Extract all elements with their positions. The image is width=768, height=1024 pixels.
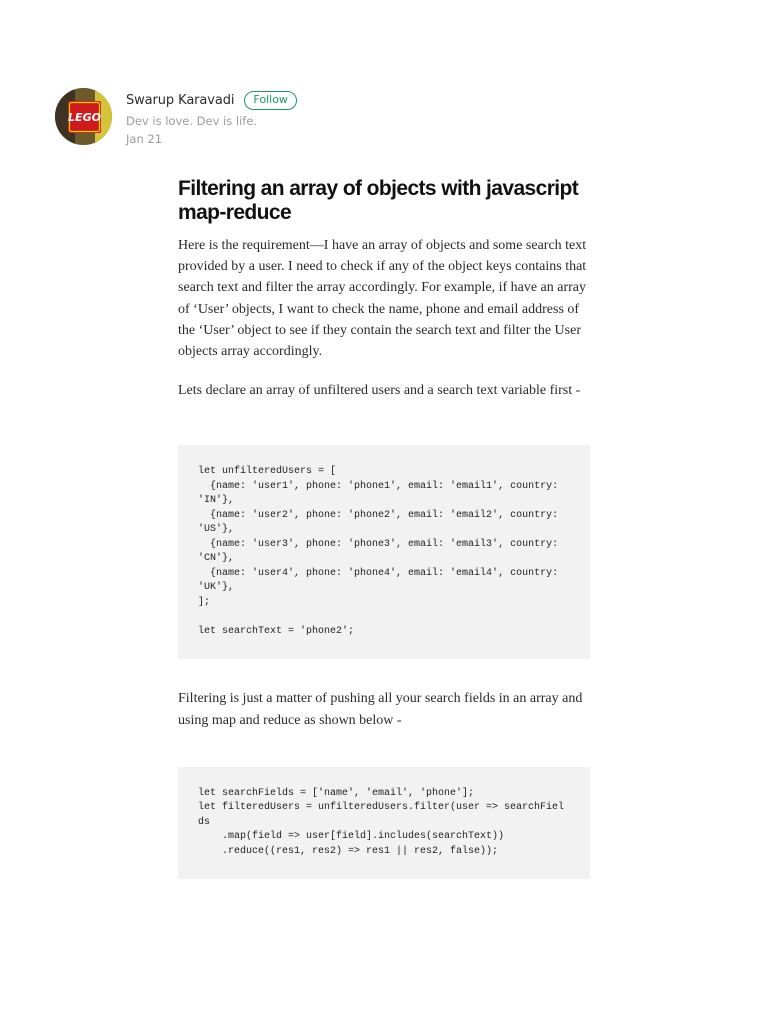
lego-logo-avatar-icon [55, 88, 112, 145]
paragraph-requirement: Here is the requirement—I have an array of objects and some search text provided by a user. I need to check if any of the object keys contains that search text and filter the array accordingly. For example, if have an array of ‘User’ objects, I want to check the name, phone and email address of the ‘User’ object to see if they contain the search text and filter the User objects array accordingly. [178, 238, 587, 360]
follow-button[interactable]: Follow [244, 91, 297, 110]
lego-logo-text: LEGO [68, 111, 101, 124]
author-avatar[interactable] [55, 88, 112, 145]
article-body [178, 177, 590, 879]
author-header [55, 88, 455, 148]
post-date: Jan 21 [126, 132, 163, 146]
author-name-row [126, 90, 297, 110]
paragraph-filtering: Filtering is just a matter of pushing all your search fields in an array and using map and reduce as shown below - [178, 691, 583, 728]
paragraph-declare-users: Lets declare an array of unfiltered users and a search text variable first - [178, 383, 581, 399]
author-bio: Dev is love. Dev is life. [126, 114, 258, 128]
code-block-unfiltered-users: let unfilteredUsers = [ {name: 'user1', phone: 'phone1', email: 'email1', country: 'IN'}, {name: 'user2', phone: 'phone2', email: 'email2', country: 'US'}, {name: 'user3', phone: 'phone3', email: 'email3', country: 'CN'}, {name: 'user4', phone: 'phone4', email: 'email4', country: 'UK'}, ]; let searchText = 'phone2'; [178, 445, 590, 659]
code-block-filter: let searchFields = ['name', 'email', 'phone']; let filteredUsers = unfilteredUsers.filter(user => searchFields .map(field => user[field].includes(searchText)) .reduce((res1, res2) => res1 || res2, false)); [178, 767, 590, 879]
author-meta [126, 90, 297, 148]
author-name[interactable]: Swarup Karavadi [126, 92, 235, 108]
article-title: Filtering an array of objects with javascript map-reduce [178, 177, 579, 224]
